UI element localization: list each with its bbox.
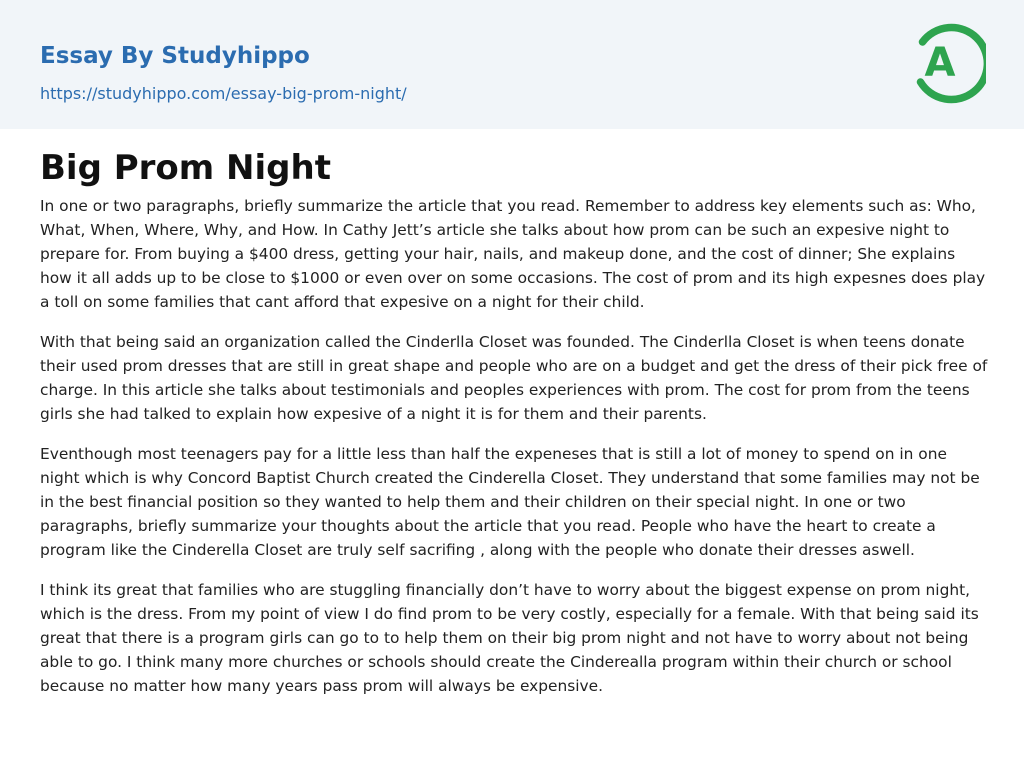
site-title[interactable]: Essay By Studyhippo	[40, 43, 310, 69]
essay-title: Big Prom Night	[40, 148, 331, 188]
essay-paragraph: With that being said an organization called the Cinderlla Closet was founded. The Cinderlla Closet is when teens donate their used prom dresses that are still in great shape and people who are on a budget and get the dress of their pick free of charge. In this article she talks about testimonials and peoples experiences with prom. The cost for prom from the teens girls she had talked to explain how expesive of a night it is for them and their parents.	[40, 333, 988, 423]
source-url-link[interactable]: https://studyhippo.com/essay-big-prom-night/	[40, 84, 407, 103]
studyhippo-logo-icon[interactable]	[912, 18, 986, 106]
essay-paragraph: Eventhough most teenagers pay for a little less than half the expeneses that is still a lot of money to spend on in one night which is why Concord Baptist Church created the Cinderella Closet. They understand that some families may not be in the best financial position so they wanted to help them and their children on their special night. In one or two paragraphs, briefly summarize your thoughts about the article that you read. People who have the heart to create a program like the Cinderella Closet are truly self sacrifing , along with the people who donate their dresses aswell.	[40, 445, 980, 559]
essay-body	[40, 194, 988, 714]
logo-letter: A	[924, 40, 956, 86]
essay-paragraph: I think its great that families who are stuggling financially don’t have to worry about the biggest expense on prom night, which is the dress. From my point of view I do find prom to be very costly, especially for a female. With that being said its great that there is a program girls can go to to help them on their big prom night and not have to worry about not being able to go. I think many more churches or schools should create the Cinderealla program within their church or school because no matter how many years pass prom will always be expensive.	[40, 581, 979, 695]
essay-paragraph: In one or two paragraphs, briefly summarize the article that you read. Remember to address key elements such as: Who, What, When, Where, Why, and How. In Cathy Jett’s article she talks about how prom can be such an expesive night to prepare for. From buying a $400 dress, getting your hair, nails, and makeup done, and the cost of dinner; She explains how it all adds up to be close to $1000 or even over on some occasions. The cost of prom and its high expesnes does play a toll on some families that cant afford that expesive on a night for their child.	[40, 197, 986, 311]
